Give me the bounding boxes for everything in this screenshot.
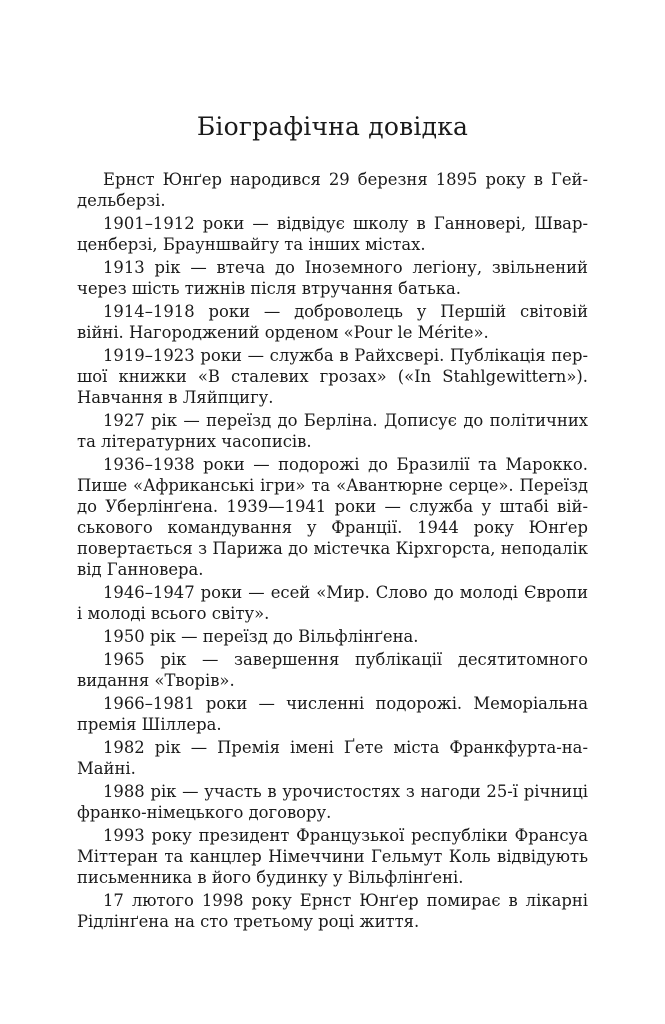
paragraph: 1913 рік — втеча до Іноземного легіону, звільнений через шість тижнів після втручання батька. [77,258,588,298]
paragraph: 1982 рік — Премія імені Ґете міста Франкфурта-на-Майні. [77,738,588,778]
paragraph: 1966–1981 роки — численні подорожі. Меморіальна премія Шіллера. [77,694,588,734]
page-content [77,0,588,934]
paragraph: 17 лютого 1998 року Ернст Юнґер помирає в лікарні Рідлінґена на сто третьому році життя. [77,891,588,931]
paragraph: 1927 рік — переїзд до Берліна. Дописує до політичних та літературних часописів. [77,411,588,451]
paragraph: 1993 року президент Французької республіки Франсуа Міттеран та канцлер Німеччини Гельмут Коль відвідують письменника в його будинку у Вільфлінґені. [77,826,588,887]
paragraph: 1946–1947 роки — есей «Мир. Слово до молоді Європи і молоді всього світу». [77,583,588,623]
paragraph: 1914–1918 роки — доброволець у Першій світовій війні. Нагороджений орденом «Pour le Mérite». [77,302,588,342]
page-title: Біографічна довідка [196,112,469,141]
paragraph: 1936–1938 роки — подорожі до Бразилії та Марокко. Пише «Африканські ігри» та «Авантюрне серце». Переїзд до Уберлінґена. 1939—1941 роки — служба у штабі військового командування у Франції. 1944 року Юнґер повертається з Парижа до містечка Кірхгорста, неподалік від Ганновера. [77,455,588,579]
paragraph: 1901–1912 роки — відвідує школу в Ганновері, Шварценберзі, Брауншвайгу та інших містах. [77,214,588,254]
paragraph: 1988 рік — участь в урочистостях з нагоди 25-ї річниці франко-німецького договору. [77,782,588,822]
biography-text [77,169,588,932]
paragraph: Ернст Юнґер народився 29 березня 1895 року в Гейдельберзі. [77,170,588,210]
paragraph: 1919–1923 роки — служба в Райхсвері. Публікація першої книжки «В сталевих грозах» («In Stahlgewittern»). Навчання в Ляйпцигу. [77,346,588,407]
paragraph: 1965 рік — завершення публікації десятитомного видання «Творів». [77,650,588,690]
paragraph: 1950 рік — переїзд до Вільфлінґена. [103,627,419,646]
